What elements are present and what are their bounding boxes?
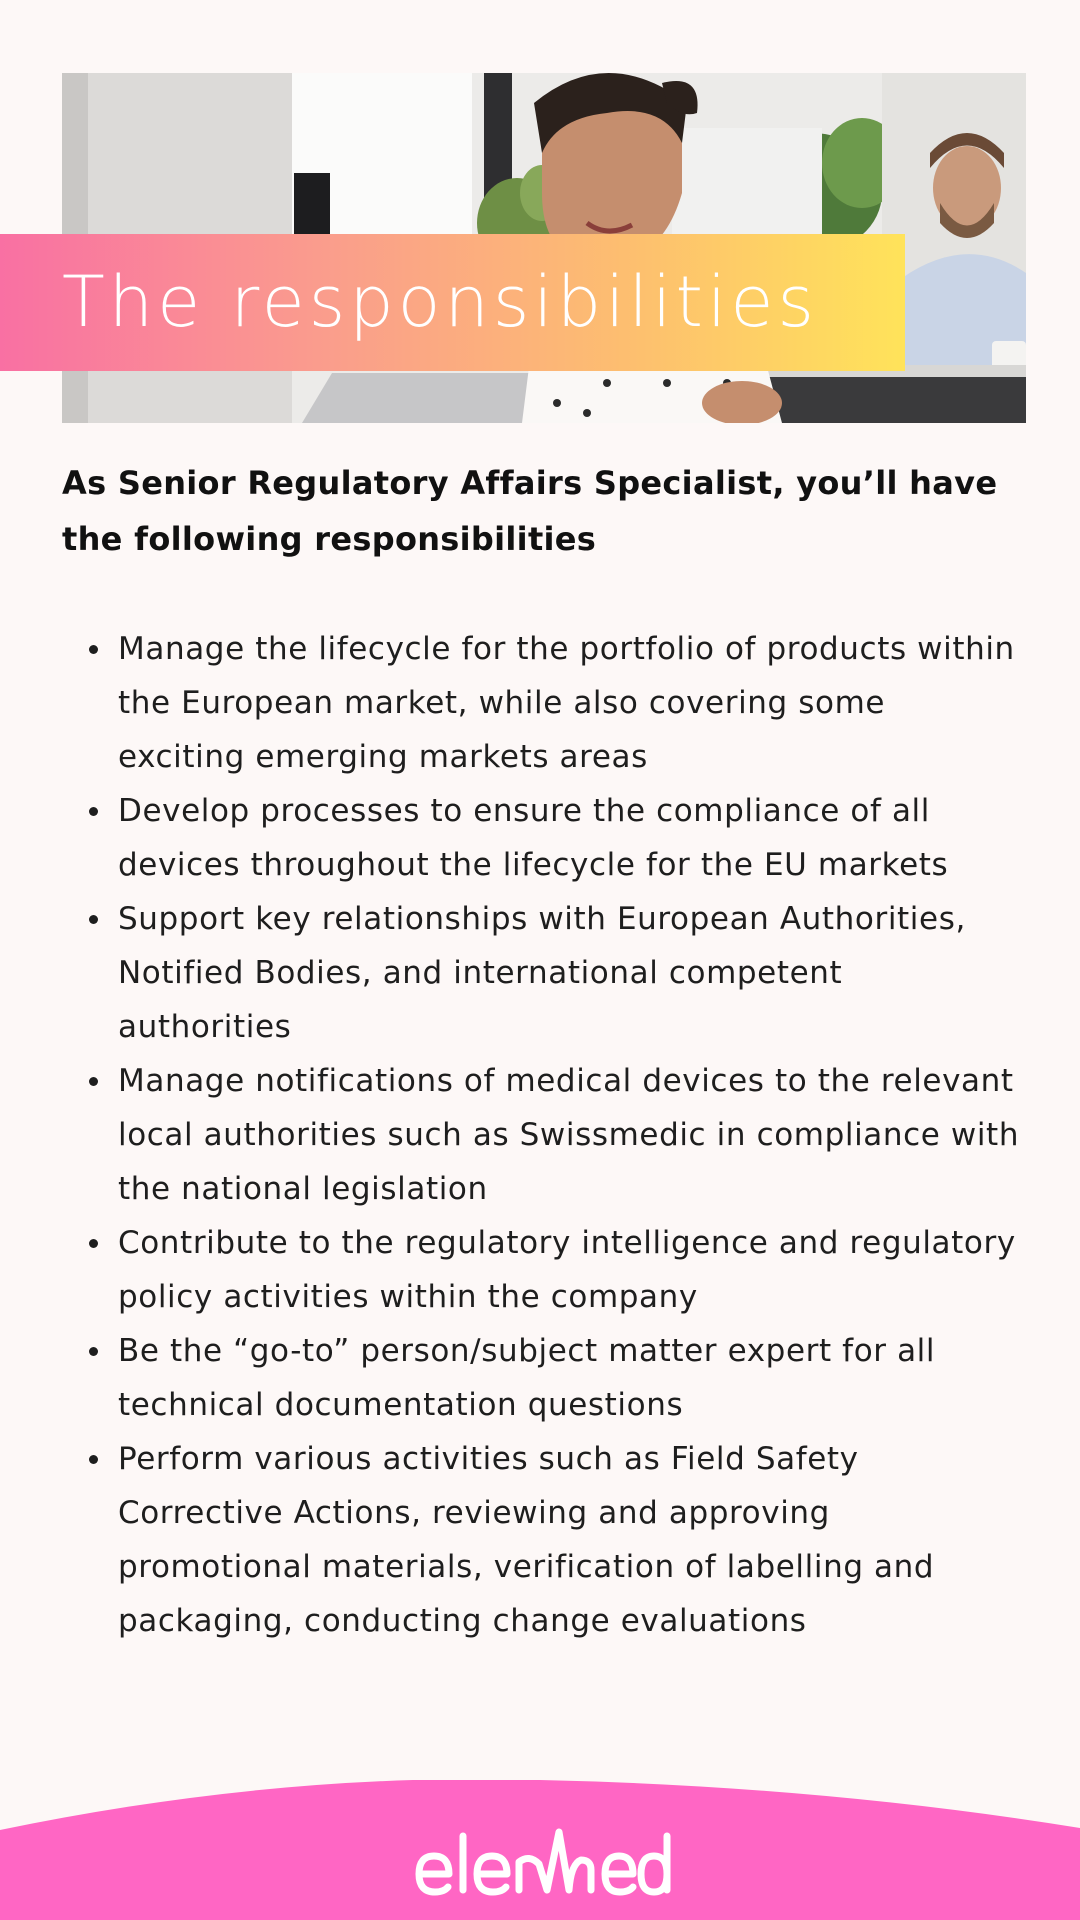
list-item-text: Contribute to the regulatory intelligence and regulatory policy activities within the company	[118, 1225, 1016, 1315]
title-banner	[0, 234, 905, 371]
bullet-icon	[89, 807, 98, 816]
list-item-text: Support key relationships with European Authorities, Notified Bodies, and international competent authorities	[118, 901, 966, 1045]
list-item-text: Be the “go-to” person/subject matter expert for all technical documentation questions	[118, 1333, 936, 1423]
elemed-logo	[411, 1824, 671, 1904]
list-item-text: Manage the lifecycle for the portfolio of products within the European market, while also covering some exciting emerging markets areas	[118, 631, 1015, 775]
page-title: The responsibilities	[62, 261, 818, 343]
list-item-text: Develop processes to ensure the compliance of all devices throughout the lifecycle for the EU markets	[118, 793, 949, 883]
list-item	[62, 1054, 1022, 1216]
intro-heading: As Senior Regulatory Affairs Specialist, you’ll have the following responsibilities	[62, 464, 998, 558]
list-item-text: Perform various activities such as Field Safety Corrective Actions, reviewing and approving promotional materials, verification of labelling and packaging, conducting change evaluations	[118, 1441, 935, 1639]
bullet-icon	[89, 1077, 98, 1086]
list-item	[62, 1432, 1022, 1648]
bullet-icon	[89, 1347, 98, 1356]
list-item-text: Manage notifications of medical devices to the relevant local authorities such as Swissmedic in compliance with the national legislation	[118, 1063, 1020, 1207]
list-item	[62, 784, 1022, 892]
list-item	[62, 892, 1022, 1054]
bullet-icon	[89, 1455, 98, 1464]
list-item	[62, 622, 1022, 784]
bullet-icon	[89, 1239, 98, 1248]
list-item	[62, 1216, 1022, 1324]
list-item	[62, 1324, 1022, 1432]
bullet-icon	[89, 645, 98, 654]
bullet-icon	[89, 915, 98, 924]
responsibilities-list	[62, 622, 1022, 1648]
footer	[0, 1780, 1080, 1920]
